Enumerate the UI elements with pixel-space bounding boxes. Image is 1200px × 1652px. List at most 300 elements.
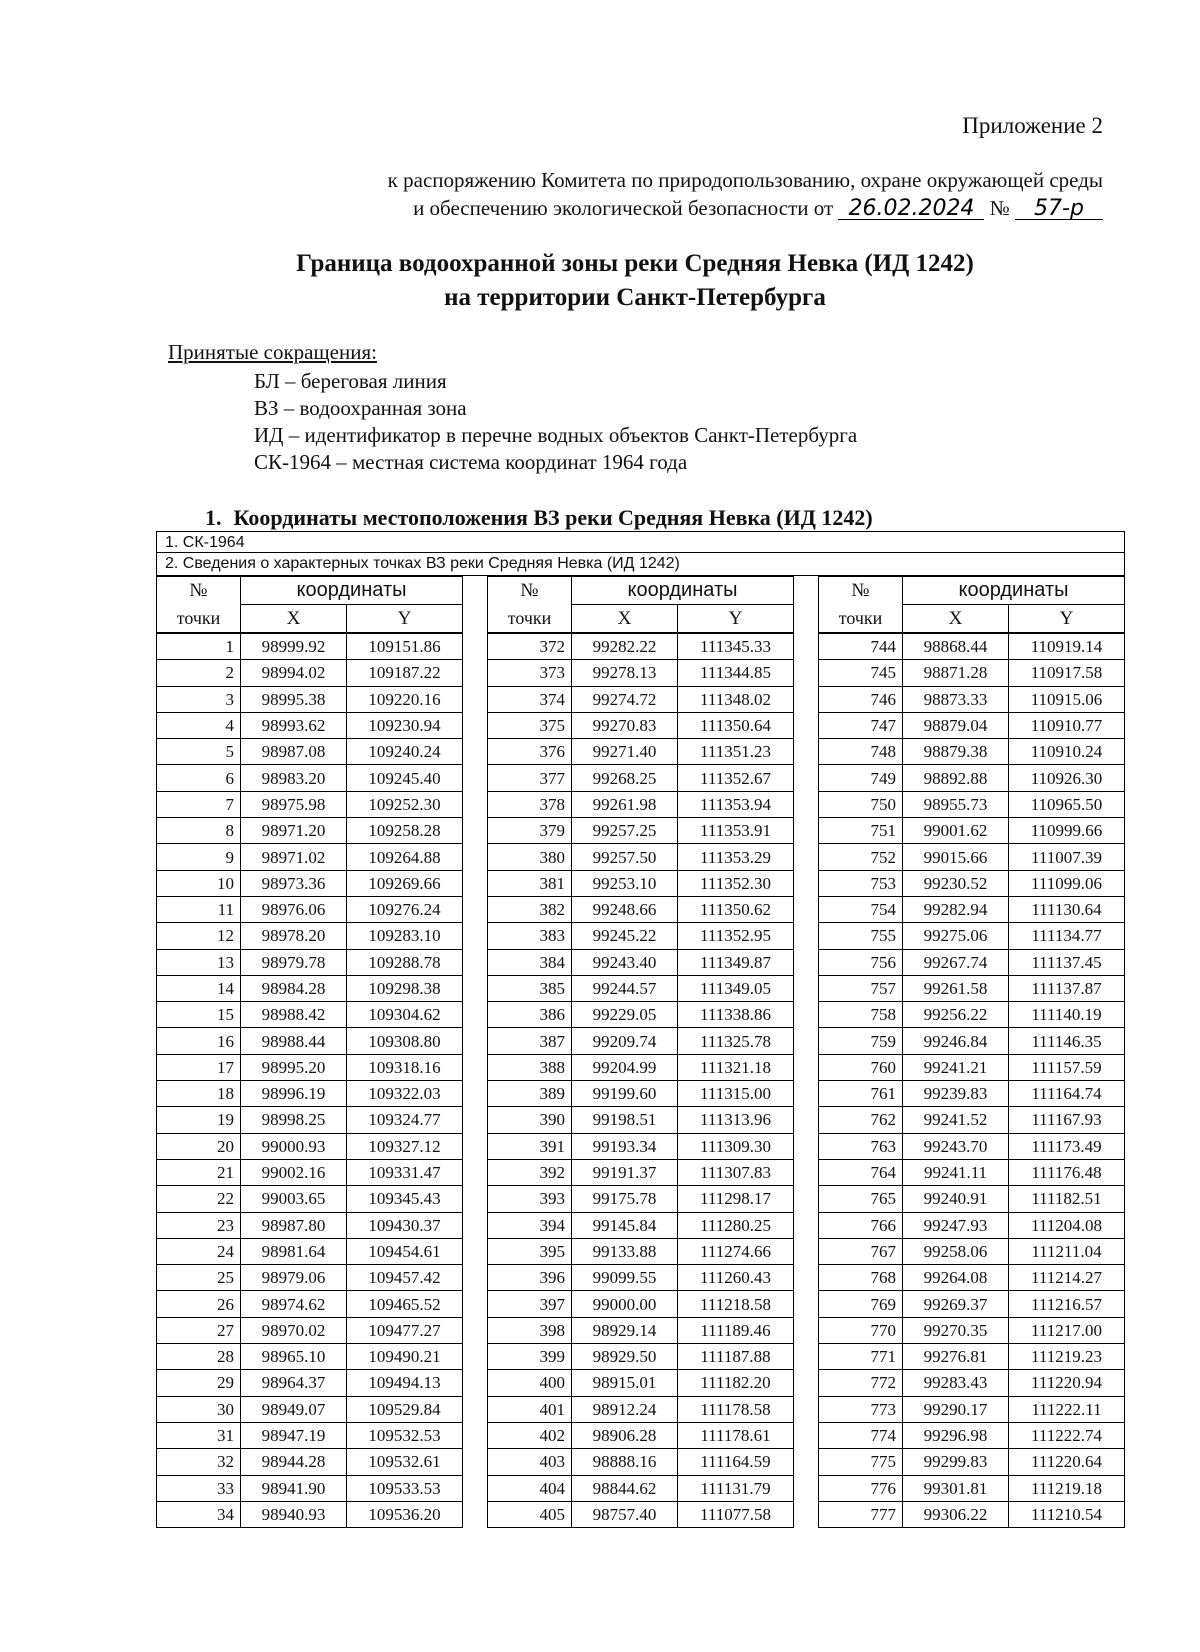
table-row xyxy=(157,1370,463,1396)
table-row xyxy=(157,896,463,922)
table-row xyxy=(157,818,463,844)
point-number-cell: 772 xyxy=(819,1370,903,1396)
y-coordinate-cell: 111309.30 xyxy=(678,1133,794,1159)
table-row xyxy=(488,949,794,975)
point-number-cell: 773 xyxy=(819,1396,903,1422)
point-number-cell: 16 xyxy=(157,1028,241,1054)
coordinates-block-table xyxy=(818,576,1125,1528)
y-coordinate-cell: 111350.62 xyxy=(678,896,794,922)
table-row xyxy=(819,1422,1125,1448)
y-coordinate-cell: 111210.54 xyxy=(1009,1501,1125,1527)
table-row xyxy=(488,1344,794,1370)
x-coordinate-cell: 98996.19 xyxy=(241,1081,347,1107)
point-number-header: № xyxy=(157,577,241,605)
x-coordinate-cell: 98873.33 xyxy=(903,686,1009,712)
x-coordinate-cell: 99278.13 xyxy=(572,660,678,686)
point-number-cell: 765 xyxy=(819,1186,903,1212)
x-coordinate-cell: 98974.62 xyxy=(241,1291,347,1317)
table-row xyxy=(819,1344,1125,1370)
x-coordinate-cell: 98964.37 xyxy=(241,1370,347,1396)
table-row xyxy=(488,1370,794,1396)
table-row xyxy=(157,633,463,660)
table-row xyxy=(157,686,463,712)
x-coordinate-cell: 98949.07 xyxy=(241,1396,347,1422)
table-row xyxy=(157,1449,463,1475)
point-number-cell: 774 xyxy=(819,1422,903,1448)
coordinates-table xyxy=(156,531,1125,1531)
table-row xyxy=(819,1081,1125,1107)
x-coordinate-cell: 99282.94 xyxy=(903,896,1009,922)
coordinate-system-row: 1. СК-1964 xyxy=(156,531,1125,553)
y-coordinate-cell: 111137.87 xyxy=(1009,975,1125,1001)
y-coordinate-cell: 109258.28 xyxy=(347,818,463,844)
table-row xyxy=(488,1265,794,1291)
x-coordinate-cell: 98987.80 xyxy=(241,1212,347,1238)
y-column-header: Y xyxy=(347,605,463,634)
y-coordinate-cell: 111353.94 xyxy=(678,791,794,817)
x-coordinate-cell: 99271.40 xyxy=(572,739,678,765)
y-coordinate-cell: 111321.18 xyxy=(678,1054,794,1080)
table-row xyxy=(157,1186,463,1212)
y-coordinate-cell: 111146.35 xyxy=(1009,1028,1125,1054)
point-number-cell: 13 xyxy=(157,949,241,975)
x-coordinate-cell: 99275.06 xyxy=(903,923,1009,949)
table-row xyxy=(819,1475,1125,1501)
y-coordinate-cell: 111219.18 xyxy=(1009,1475,1125,1501)
document-subtitle: на территории Санкт-Петербурга xyxy=(444,284,826,311)
y-coordinate-cell: 110910.24 xyxy=(1009,739,1125,765)
y-coordinate-cell: 111137.45 xyxy=(1009,949,1125,975)
y-coordinate-cell: 109324.77 xyxy=(347,1107,463,1133)
table-row xyxy=(157,1344,463,1370)
y-coordinate-cell: 111353.91 xyxy=(678,818,794,844)
y-coordinate-cell: 111298.17 xyxy=(678,1186,794,1212)
point-number-cell: 768 xyxy=(819,1265,903,1291)
point-number-cell: 388 xyxy=(488,1054,572,1080)
y-coordinate-cell: 111338.86 xyxy=(678,1002,794,1028)
point-number-cell: 390 xyxy=(488,1107,572,1133)
y-coordinate-cell: 109252.30 xyxy=(347,791,463,817)
abbreviation-item: СК-1964 – местная система координат 1964 года xyxy=(254,450,688,474)
y-coordinate-cell: 111178.61 xyxy=(678,1422,794,1448)
point-number-cell: 746 xyxy=(819,686,903,712)
y-coordinate-cell: 110910.77 xyxy=(1009,712,1125,738)
point-number-cell: 5 xyxy=(157,739,241,765)
point-number-cell: 401 xyxy=(488,1396,572,1422)
y-coordinate-cell: 111351.23 xyxy=(678,739,794,765)
point-number-cell: 397 xyxy=(488,1291,572,1317)
x-coordinate-cell: 99253.10 xyxy=(572,870,678,896)
table-row xyxy=(157,1291,463,1317)
x-coordinate-cell: 98993.62 xyxy=(241,712,347,738)
y-coordinate-cell: 111077.58 xyxy=(678,1501,794,1527)
x-coordinate-cell: 98879.04 xyxy=(903,712,1009,738)
coordinates-header: координаты xyxy=(572,577,794,605)
y-coordinate-cell: 111131.79 xyxy=(678,1475,794,1501)
point-number-cell: 380 xyxy=(488,844,572,870)
appendix-label: Приложение 2 xyxy=(962,113,1103,138)
y-coordinate-cell: 109454.61 xyxy=(347,1238,463,1264)
table-row xyxy=(488,1054,794,1080)
point-number-cell: 400 xyxy=(488,1370,572,1396)
point-number-cell: 30 xyxy=(157,1396,241,1422)
x-coordinate-cell: 99241.11 xyxy=(903,1159,1009,1185)
x-coordinate-cell: 99257.50 xyxy=(572,844,678,870)
order-number-handwritten: 57-р xyxy=(1015,199,1103,220)
y-coordinate-cell: 111348.02 xyxy=(678,686,794,712)
x-coordinate-cell: 98978.20 xyxy=(241,923,347,949)
x-coordinate-cell: 99270.35 xyxy=(903,1317,1009,1343)
x-coordinate-cell: 98973.36 xyxy=(241,870,347,896)
y-coordinate-cell: 111211.04 xyxy=(1009,1238,1125,1264)
table-row xyxy=(819,1238,1125,1264)
table-row xyxy=(488,765,794,791)
y-coordinate-cell: 111164.74 xyxy=(1009,1081,1125,1107)
y-coordinate-cell: 111220.64 xyxy=(1009,1449,1125,1475)
x-coordinate-cell: 99267.74 xyxy=(903,949,1009,975)
x-coordinate-cell: 99209.74 xyxy=(572,1028,678,1054)
x-coordinate-cell: 99261.98 xyxy=(572,791,678,817)
x-coordinate-cell: 99199.60 xyxy=(572,1081,678,1107)
document-title: Граница водоохранной зоны реки Средняя Невка (ИД 1242) xyxy=(296,250,974,277)
point-number-cell: 10 xyxy=(157,870,241,896)
table-row xyxy=(819,686,1125,712)
y-coordinate-cell: 109430.37 xyxy=(347,1212,463,1238)
x-coordinate-cell: 98988.42 xyxy=(241,1002,347,1028)
table-row xyxy=(157,949,463,975)
table-row xyxy=(488,1317,794,1343)
point-label-header: точки xyxy=(819,605,903,634)
y-coordinate-cell: 111214.27 xyxy=(1009,1265,1125,1291)
x-coordinate-cell: 99241.21 xyxy=(903,1054,1009,1080)
point-number-cell: 745 xyxy=(819,660,903,686)
y-coordinate-cell: 111352.30 xyxy=(678,870,794,896)
x-coordinate-cell: 99306.22 xyxy=(903,1501,1009,1527)
point-number-cell: 9 xyxy=(157,844,241,870)
point-number-cell: 34 xyxy=(157,1501,241,1527)
x-coordinate-cell: 99175.78 xyxy=(572,1186,678,1212)
table-row xyxy=(488,739,794,765)
table-row xyxy=(819,791,1125,817)
table-row xyxy=(157,870,463,896)
point-number-cell: 29 xyxy=(157,1370,241,1396)
y-coordinate-cell: 111325.78 xyxy=(678,1028,794,1054)
x-coordinate-cell: 99241.52 xyxy=(903,1107,1009,1133)
table-row xyxy=(157,739,463,765)
table-row xyxy=(819,1028,1125,1054)
y-coordinate-cell: 111204.08 xyxy=(1009,1212,1125,1238)
point-number-cell: 25 xyxy=(157,1265,241,1291)
x-coordinate-cell: 99247.93 xyxy=(903,1212,1009,1238)
x-coordinate-cell: 99243.40 xyxy=(572,949,678,975)
point-number-cell: 377 xyxy=(488,765,572,791)
y-coordinate-cell: 109532.53 xyxy=(347,1422,463,1448)
table-row xyxy=(819,923,1125,949)
table-row xyxy=(157,1107,463,1133)
x-coordinate-cell: 99000.00 xyxy=(572,1291,678,1317)
x-column-header: X xyxy=(572,605,678,634)
coordinates-header: координаты xyxy=(241,577,463,605)
point-number-cell: 386 xyxy=(488,1002,572,1028)
point-number-cell: 759 xyxy=(819,1028,903,1054)
table-row xyxy=(488,1107,794,1133)
table-row xyxy=(157,1081,463,1107)
x-coordinate-cell: 98757.40 xyxy=(572,1501,678,1527)
y-coordinate-cell: 110965.50 xyxy=(1009,791,1125,817)
x-coordinate-cell: 99193.34 xyxy=(572,1133,678,1159)
point-number-cell: 393 xyxy=(488,1186,572,1212)
x-coordinate-cell: 98976.06 xyxy=(241,896,347,922)
x-coordinate-cell: 99274.72 xyxy=(572,686,678,712)
point-number-cell: 394 xyxy=(488,1212,572,1238)
y-coordinate-cell: 111260.43 xyxy=(678,1265,794,1291)
x-coordinate-cell: 98941.90 xyxy=(241,1475,347,1501)
order-reference-text: и обеспечению экологической безопасности от xyxy=(413,196,834,220)
point-number-cell: 404 xyxy=(488,1475,572,1501)
table-row xyxy=(819,1396,1125,1422)
y-coordinate-cell: 111274.66 xyxy=(678,1238,794,1264)
y-coordinate-cell: 109322.03 xyxy=(347,1081,463,1107)
y-coordinate-cell: 109264.88 xyxy=(347,844,463,870)
table-row xyxy=(488,1212,794,1238)
y-coordinate-cell: 109318.16 xyxy=(347,1054,463,1080)
y-coordinate-cell: 111182.51 xyxy=(1009,1186,1125,1212)
point-number-cell: 2 xyxy=(157,660,241,686)
table-row xyxy=(819,1186,1125,1212)
point-number-cell: 777 xyxy=(819,1501,903,1527)
section-title: Координаты местоположения ВЗ реки Средняя Невка (ИД 1242) xyxy=(233,505,873,530)
point-number-header: № xyxy=(819,577,903,605)
y-coordinate-cell: 111218.58 xyxy=(678,1291,794,1317)
table-row xyxy=(819,975,1125,1001)
x-coordinate-cell: 99240.91 xyxy=(903,1186,1009,1212)
table-row xyxy=(157,1317,463,1343)
y-coordinate-cell: 109477.27 xyxy=(347,1317,463,1343)
point-number-cell: 12 xyxy=(157,923,241,949)
coordinates-block-2 xyxy=(487,576,794,1528)
x-coordinate-cell: 98912.24 xyxy=(572,1396,678,1422)
x-coordinate-cell: 99001.62 xyxy=(903,818,1009,844)
point-number-cell: 398 xyxy=(488,1317,572,1343)
y-coordinate-cell: 111222.11 xyxy=(1009,1396,1125,1422)
x-coordinate-cell: 98971.20 xyxy=(241,818,347,844)
y-coordinate-cell: 111182.20 xyxy=(678,1370,794,1396)
section-heading xyxy=(205,505,873,531)
table-row xyxy=(819,739,1125,765)
x-coordinate-cell: 98929.50 xyxy=(572,1344,678,1370)
abbreviation-item: БЛ – береговая линия xyxy=(254,369,447,393)
point-number-cell: 753 xyxy=(819,870,903,896)
x-coordinate-cell: 98871.28 xyxy=(903,660,1009,686)
point-number-cell: 748 xyxy=(819,739,903,765)
point-label-header: точки xyxy=(157,605,241,634)
table-row xyxy=(157,1159,463,1185)
point-number-cell: 378 xyxy=(488,791,572,817)
y-coordinate-cell: 110919.14 xyxy=(1009,633,1125,660)
table-row xyxy=(488,923,794,949)
y-coordinate-cell: 110999.66 xyxy=(1009,818,1125,844)
x-coordinate-cell: 99243.70 xyxy=(903,1133,1009,1159)
table-row xyxy=(488,1159,794,1185)
x-coordinate-cell: 98979.78 xyxy=(241,949,347,975)
point-number-cell: 760 xyxy=(819,1054,903,1080)
point-number-cell: 776 xyxy=(819,1475,903,1501)
y-coordinate-cell: 111217.00 xyxy=(1009,1317,1125,1343)
table-row xyxy=(819,844,1125,870)
table-row xyxy=(819,949,1125,975)
x-coordinate-cell: 98929.14 xyxy=(572,1317,678,1343)
x-coordinate-cell: 98979.06 xyxy=(241,1265,347,1291)
point-number-cell: 758 xyxy=(819,1002,903,1028)
coordinates-block-3 xyxy=(818,576,1125,1528)
table-row xyxy=(157,1002,463,1028)
y-coordinate-cell: 111130.64 xyxy=(1009,896,1125,922)
x-coordinate-cell: 98995.38 xyxy=(241,686,347,712)
table-row xyxy=(157,1238,463,1264)
point-number-cell: 744 xyxy=(819,633,903,660)
table-row xyxy=(488,1028,794,1054)
x-coordinate-cell: 98940.93 xyxy=(241,1501,347,1527)
x-coordinate-cell: 99133.88 xyxy=(572,1238,678,1264)
y-coordinate-cell: 109532.61 xyxy=(347,1449,463,1475)
x-coordinate-cell: 99283.43 xyxy=(903,1370,1009,1396)
x-coordinate-cell: 98868.44 xyxy=(903,633,1009,660)
point-number-cell: 399 xyxy=(488,1344,572,1370)
x-coordinate-cell: 98971.02 xyxy=(241,844,347,870)
y-coordinate-cell: 111178.58 xyxy=(678,1396,794,1422)
table-row xyxy=(819,1449,1125,1475)
point-number-cell: 8 xyxy=(157,818,241,844)
point-number-cell: 751 xyxy=(819,818,903,844)
x-coordinate-cell: 99257.25 xyxy=(572,818,678,844)
point-number-cell: 389 xyxy=(488,1081,572,1107)
y-coordinate-cell: 111315.00 xyxy=(678,1081,794,1107)
table-row xyxy=(819,896,1125,922)
y-coordinate-cell: 111220.94 xyxy=(1009,1370,1125,1396)
x-coordinate-cell: 98995.20 xyxy=(241,1054,347,1080)
y-coordinate-cell: 111099.06 xyxy=(1009,870,1125,896)
x-coordinate-cell: 99301.81 xyxy=(903,1475,1009,1501)
table-row xyxy=(488,1291,794,1317)
point-label-header: точки xyxy=(488,605,572,634)
point-number-cell: 27 xyxy=(157,1317,241,1343)
x-coordinate-cell: 99000.93 xyxy=(241,1133,347,1159)
y-coordinate-cell: 109327.12 xyxy=(347,1133,463,1159)
point-number-cell: 26 xyxy=(157,1291,241,1317)
point-number-cell: 20 xyxy=(157,1133,241,1159)
y-coordinate-cell: 111313.96 xyxy=(678,1107,794,1133)
point-number-cell: 28 xyxy=(157,1344,241,1370)
y-coordinate-cell: 109494.13 xyxy=(347,1370,463,1396)
x-coordinate-cell: 98998.25 xyxy=(241,1107,347,1133)
y-coordinate-cell: 109345.43 xyxy=(347,1186,463,1212)
x-coordinate-cell: 98947.19 xyxy=(241,1422,347,1448)
point-number-cell: 379 xyxy=(488,818,572,844)
y-coordinate-cell: 111187.88 xyxy=(678,1344,794,1370)
table-row xyxy=(819,1265,1125,1291)
table-row xyxy=(157,1396,463,1422)
y-coordinate-cell: 109245.40 xyxy=(347,765,463,791)
point-number-cell: 375 xyxy=(488,712,572,738)
table-row xyxy=(157,660,463,686)
x-coordinate-cell: 98970.02 xyxy=(241,1317,347,1343)
order-reference-line1: к распоряжению Комитета по природопользованию, охране окружающей среды xyxy=(387,168,1103,192)
point-number-cell: 756 xyxy=(819,949,903,975)
y-column-header: Y xyxy=(1009,605,1125,634)
y-coordinate-cell: 111307.83 xyxy=(678,1159,794,1185)
x-coordinate-cell: 98988.44 xyxy=(241,1028,347,1054)
point-number-cell: 376 xyxy=(488,739,572,765)
x-coordinate-cell: 98981.64 xyxy=(241,1238,347,1264)
x-coordinate-cell: 99015.66 xyxy=(903,844,1009,870)
coordinates-block-table xyxy=(487,576,794,1528)
x-coordinate-cell: 99282.22 xyxy=(572,633,678,660)
point-number-cell: 755 xyxy=(819,923,903,949)
y-coordinate-cell: 111353.29 xyxy=(678,844,794,870)
x-coordinate-cell: 98955.73 xyxy=(903,791,1009,817)
point-number-cell: 4 xyxy=(157,712,241,738)
point-number-cell: 24 xyxy=(157,1238,241,1264)
y-coordinate-cell: 110926.30 xyxy=(1009,765,1125,791)
table-row xyxy=(488,818,794,844)
y-coordinate-cell: 111280.25 xyxy=(678,1212,794,1238)
point-number-cell: 372 xyxy=(488,633,572,660)
x-coordinate-cell: 99239.83 xyxy=(903,1081,1009,1107)
y-coordinate-cell: 109283.10 xyxy=(347,923,463,949)
point-number-cell: 396 xyxy=(488,1265,572,1291)
point-number-cell: 770 xyxy=(819,1317,903,1343)
table-row xyxy=(819,1370,1125,1396)
table-row xyxy=(157,765,463,791)
x-coordinate-cell: 99198.51 xyxy=(572,1107,678,1133)
point-number-cell: 766 xyxy=(819,1212,903,1238)
point-number-cell: 752 xyxy=(819,844,903,870)
y-coordinate-cell: 109240.24 xyxy=(347,739,463,765)
table-row xyxy=(488,1449,794,1475)
point-number-cell: 33 xyxy=(157,1475,241,1501)
point-number-cell: 395 xyxy=(488,1238,572,1264)
y-coordinate-cell: 111176.48 xyxy=(1009,1159,1125,1185)
table-row xyxy=(157,712,463,738)
y-coordinate-cell: 111219.23 xyxy=(1009,1344,1125,1370)
table-row xyxy=(157,1422,463,1448)
point-number-cell: 373 xyxy=(488,660,572,686)
point-number-cell: 383 xyxy=(488,923,572,949)
table-row xyxy=(157,1501,463,1527)
point-number-cell: 749 xyxy=(819,765,903,791)
point-number-cell: 18 xyxy=(157,1081,241,1107)
x-coordinate-cell: 99248.66 xyxy=(572,896,678,922)
table-row xyxy=(488,1396,794,1422)
table-row xyxy=(488,1501,794,1527)
y-coordinate-cell: 109457.42 xyxy=(347,1265,463,1291)
y-coordinate-cell: 109533.53 xyxy=(347,1475,463,1501)
y-coordinate-cell: 111344.85 xyxy=(678,660,794,686)
abbreviations-heading: Принятые сокращения: xyxy=(168,340,377,364)
x-coordinate-cell: 98983.20 xyxy=(241,765,347,791)
table-row xyxy=(819,765,1125,791)
point-number-cell: 405 xyxy=(488,1501,572,1527)
point-number-cell: 381 xyxy=(488,870,572,896)
table-row xyxy=(488,1422,794,1448)
y-coordinate-cell: 110915.06 xyxy=(1009,686,1125,712)
y-coordinate-cell: 111189.46 xyxy=(678,1317,794,1343)
point-number-cell: 23 xyxy=(157,1212,241,1238)
y-coordinate-cell: 109269.66 xyxy=(347,870,463,896)
x-coordinate-cell: 98987.08 xyxy=(241,739,347,765)
y-coordinate-cell: 111164.59 xyxy=(678,1449,794,1475)
y-coordinate-cell: 109308.80 xyxy=(347,1028,463,1054)
